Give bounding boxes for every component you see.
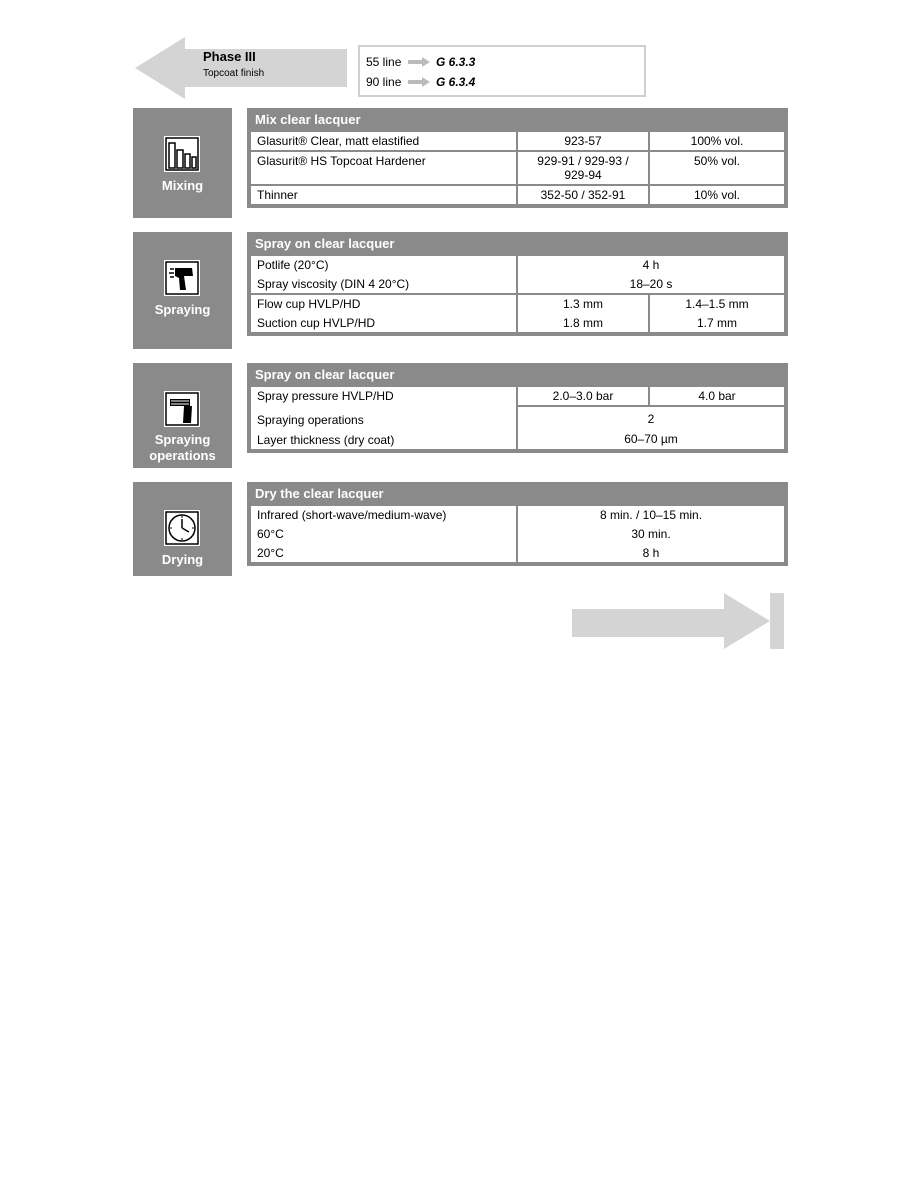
mixing-table xyxy=(249,130,786,206)
mix-name: Glasurit® HS Topcoat Hardener xyxy=(251,152,516,184)
operations-side-tile xyxy=(133,363,232,468)
mix-code: 929-91 / 929-93 / 929-94 xyxy=(518,152,648,184)
operations-labels: Spray pressure HVLP/HD Spraying operations Layer thickness (dry coat) xyxy=(251,387,516,449)
spraying-panel xyxy=(247,232,788,336)
operations-header: Spray on clear lacquer xyxy=(255,367,395,382)
potlife-label: Potlife (20°C) Spray viscosity (DIN 4 20°C) xyxy=(251,256,516,293)
arrow-right-icon xyxy=(408,57,430,67)
drying-table xyxy=(249,504,786,564)
mix-code: 352-50 / 352-91 xyxy=(518,186,648,204)
reference-line-label: 90 line xyxy=(366,75,402,89)
spray-gun-icon xyxy=(164,391,200,427)
drying-values: 8 min. / 10–15 min. 30 min. 8 h xyxy=(518,506,784,562)
drying-header: Dry the clear lacquer xyxy=(255,486,384,501)
reference-code: G 6.3.3 xyxy=(436,55,476,69)
mixing-side-tile xyxy=(133,108,232,218)
cup-hd: 1.4–1.5 mm 1.7 mm xyxy=(650,295,784,332)
reference-line xyxy=(366,52,644,72)
mixing-header: Mix clear lacquer xyxy=(255,112,361,127)
reference-line-label: 55 line xyxy=(366,55,402,69)
reference-line xyxy=(366,72,644,92)
mix-code: 923-57 xyxy=(518,132,648,150)
table-row xyxy=(251,295,784,332)
mixing-panel xyxy=(247,108,788,208)
clock-icon xyxy=(164,510,200,546)
cup-label: Flow cup HVLP/HD Suction cup HVLP/HD xyxy=(251,295,516,332)
reference-code: G 6.3.4 xyxy=(436,75,476,89)
mix-name: Glasurit® Clear, matt elastified xyxy=(251,132,516,150)
cup-hvlp: 1.3 mm 1.8 mm xyxy=(518,295,648,332)
drying-section xyxy=(133,482,788,576)
continue-arrow xyxy=(572,593,786,649)
arrow-right-icon xyxy=(408,77,430,87)
spray-gun-icon xyxy=(164,260,200,296)
table-row xyxy=(251,506,784,562)
mix-amount: 50% vol. xyxy=(650,152,784,184)
mix-amount: 10% vol. xyxy=(650,186,784,204)
drying-labels: Infrared (short-wave/medium-wave) 60°C 20°C xyxy=(251,506,516,562)
reference-box xyxy=(358,45,646,97)
arrow-right-icon xyxy=(572,593,786,649)
operations-panel xyxy=(247,363,788,453)
mixing-section xyxy=(133,108,788,218)
operations-table xyxy=(249,385,786,451)
table-row xyxy=(251,186,784,204)
table-row xyxy=(251,256,784,293)
pressure-hd: 4.0 bar xyxy=(650,387,784,405)
mix-name: Thinner xyxy=(251,186,516,204)
spraying-section xyxy=(133,232,788,349)
potlife-value: 4 h 18–20 s xyxy=(518,256,784,293)
table-row xyxy=(251,152,784,184)
phase-subtitle: Topcoat finish xyxy=(203,68,265,79)
drying-panel xyxy=(247,482,788,566)
spraying-operations-section xyxy=(133,363,788,468)
operations-label: Spraying operations xyxy=(149,432,216,463)
table-row xyxy=(251,132,784,150)
spraying-header: Spray on clear lacquer xyxy=(255,236,395,251)
bar-chart-icon xyxy=(164,136,200,172)
spraying-side-tile xyxy=(133,232,232,349)
mix-amount: 100% vol. xyxy=(650,132,784,150)
spraying-label: Spraying xyxy=(154,302,211,317)
drying-side-tile xyxy=(133,482,232,576)
pressure-hvlp: 2.0–3.0 bar xyxy=(518,387,648,405)
operations-values: 2 60–70 µm xyxy=(518,407,784,449)
phase-title: Phase III xyxy=(203,49,256,64)
mixing-label: Mixing xyxy=(161,178,204,193)
spraying-table-b xyxy=(249,293,786,334)
drying-label: Drying xyxy=(161,552,204,567)
table-row xyxy=(251,387,784,405)
phase-arrow xyxy=(135,37,347,99)
spraying-table-a xyxy=(249,254,786,295)
